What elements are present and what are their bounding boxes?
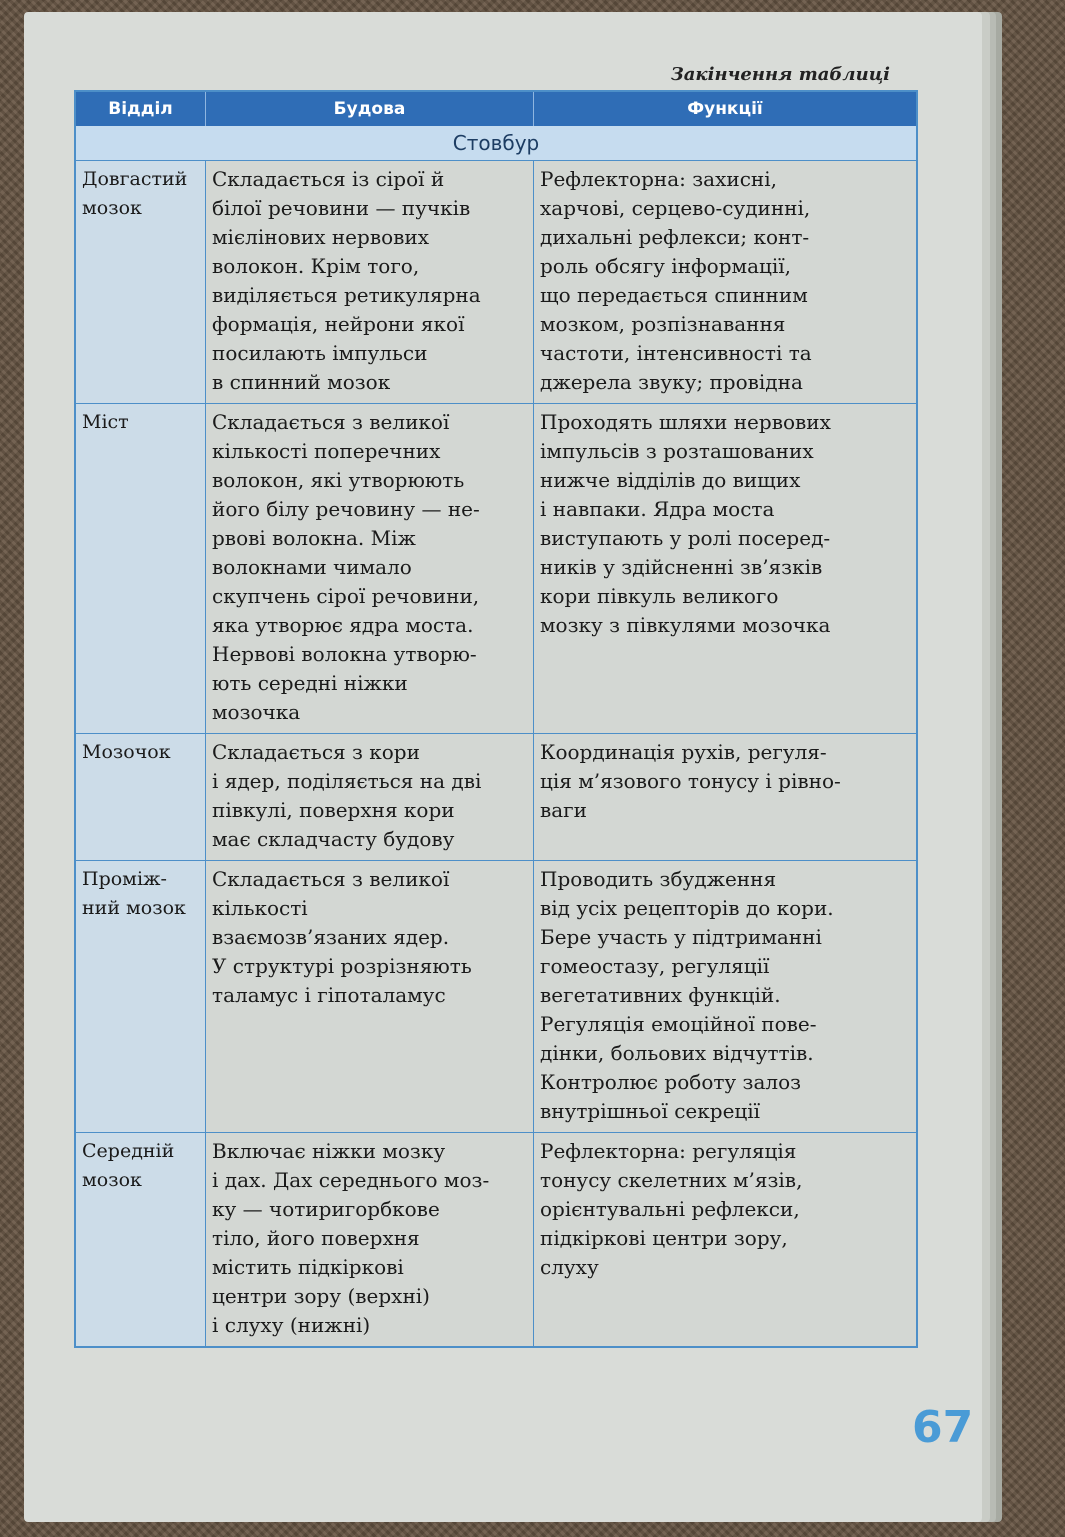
cell-functions: Рефлекторна: регуляція тонусу скелетних м’язів, орієнтувальні рефлекси, підкіркові центри зору, слуху (540, 1139, 803, 1279)
cell-division: Міст (76, 404, 206, 733)
cell-structure: Включає ніжки мозку і дах. Дах середнього моз- ку — чотиригорбкове тіло, його поверхня містить підкіркові центри зору (верхні) і слуху (нижні) (206, 1133, 534, 1346)
cell-division: Середній мозок (76, 1133, 206, 1346)
page-number: 67 (912, 1402, 974, 1453)
table-row (76, 861, 916, 1133)
table-row (76, 1133, 916, 1346)
cell-functions: Рефлекторна: захисні, харчові, серцево-судинні, дихальні рефлекси; конт- роль обсягу інформації, що передається спинним мозком, розпізнавання частоти, інтенсивності та джерела звуку; провідна (540, 167, 812, 394)
cell-structure: Складається з великої кількості взаємозв’язаних ядер. У структурі розрізняють таламус і гіпоталамус (206, 861, 534, 1132)
table-row (76, 734, 916, 861)
cell-structure: Складається з кори і ядер, поділяється на дві півкулі, поверхня кори має складчасту будову (206, 734, 534, 860)
cell-structure: Складається з великої кількості поперечних волокон, які утворюють його білу речовину — не- рвові волокна. Між волокнами чимало скупчень сірої речовини, яка утворює ядра моста. Нервові волокна утворю- ють середні ніжки мозочка (206, 404, 534, 733)
header-division: Відділ (76, 92, 206, 126)
table-row (76, 161, 916, 404)
section-brainstem: Стовбур (76, 126, 916, 161)
cell-functions: Проходять шляхи нервових імпульсів з розташованих нижче відділів до вищих і навпаки. Ядра моста виступають у ролі посеред- ників у здійсненні зв’язків кори півкуль великого мозку з півкулями мозочка (540, 410, 831, 637)
cell-functions: Координація рухів, регуля- ція м’язового тонусу і рівно- ваги (540, 740, 841, 822)
table-row (76, 404, 916, 734)
cell-structure: Складається із сірої й білої речовини — пучків мієлінових нервових волокон. Крім того, виділяється ретикулярна формація, нейрони якої посилають імпульси в спинний мозок (206, 161, 534, 403)
book-page (24, 12, 982, 1522)
table-continuation-caption: Закінчення таблиці (670, 64, 890, 85)
cell-division: Проміж- ний мозок (76, 861, 206, 1132)
cell-division: Довгастий мозок (76, 161, 206, 403)
brain-divisions-table (74, 90, 918, 1348)
cell-division: Мозочок (76, 734, 206, 860)
cell-functions: Проводить збудження від усіх рецепторів до кори. Бере участь у підтриманні гомеостазу, регуляції вегетативних функцій. Регуляція емоційної пове- дінки, больових відчуттів. Контролює роботу залоз внутрішньої секреції (540, 867, 834, 1123)
header-structure: Будова (206, 92, 534, 126)
table-header (76, 92, 916, 126)
header-functions: Функції (687, 99, 763, 119)
